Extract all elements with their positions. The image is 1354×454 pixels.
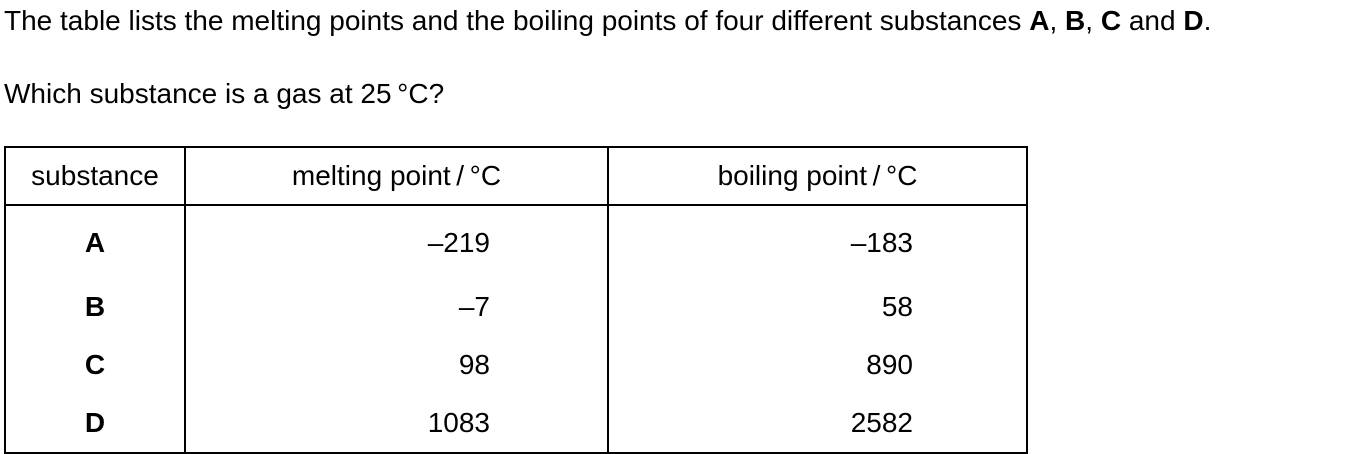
substance-label-a: A: [1029, 5, 1050, 36]
melting-point-cell: 1083: [185, 394, 608, 453]
table-row: [5, 336, 1027, 394]
question-text: Which substance is a gas at 25 °C?: [4, 78, 445, 109]
boiling-point-cell: 890: [866, 349, 913, 380]
substance-cell: A: [5, 205, 185, 278]
boiling-point-cell: 2582: [850, 407, 913, 438]
melting-point-cell: 98: [185, 336, 608, 394]
boiling-point-cell: 58: [881, 291, 913, 322]
intro-text: [4, 4, 1211, 38]
substance-cell: C: [5, 336, 185, 394]
header-melting-point: melting point / °C: [185, 147, 608, 205]
intro-and: and: [1121, 5, 1184, 36]
intro-end: .: [1203, 5, 1212, 36]
table-row: [5, 394, 1027, 453]
header-boiling-point: boiling point / °C: [608, 147, 1027, 205]
table-row: [5, 205, 1027, 278]
table-header-row: [5, 147, 1027, 205]
intro-prefix: The table lists the melting points and the boiling points of four different substances: [4, 5, 1030, 36]
substance-cell: B: [5, 278, 185, 336]
melting-point-cell: –7: [185, 278, 608, 336]
header-substance: substance: [5, 147, 185, 205]
substance-label-d: D: [1183, 5, 1204, 36]
substance-label-b: B: [1065, 5, 1086, 36]
table-row: [5, 278, 1027, 336]
intro-separator-1: ,: [1049, 5, 1066, 36]
melting-point-cell: –219: [185, 205, 608, 278]
substance-label-c: C: [1100, 5, 1122, 36]
boiling-point-cell: –183: [850, 227, 913, 258]
intro-separator-2: ,: [1085, 5, 1101, 36]
substance-table: [4, 146, 1028, 454]
substance-cell: D: [5, 394, 185, 453]
